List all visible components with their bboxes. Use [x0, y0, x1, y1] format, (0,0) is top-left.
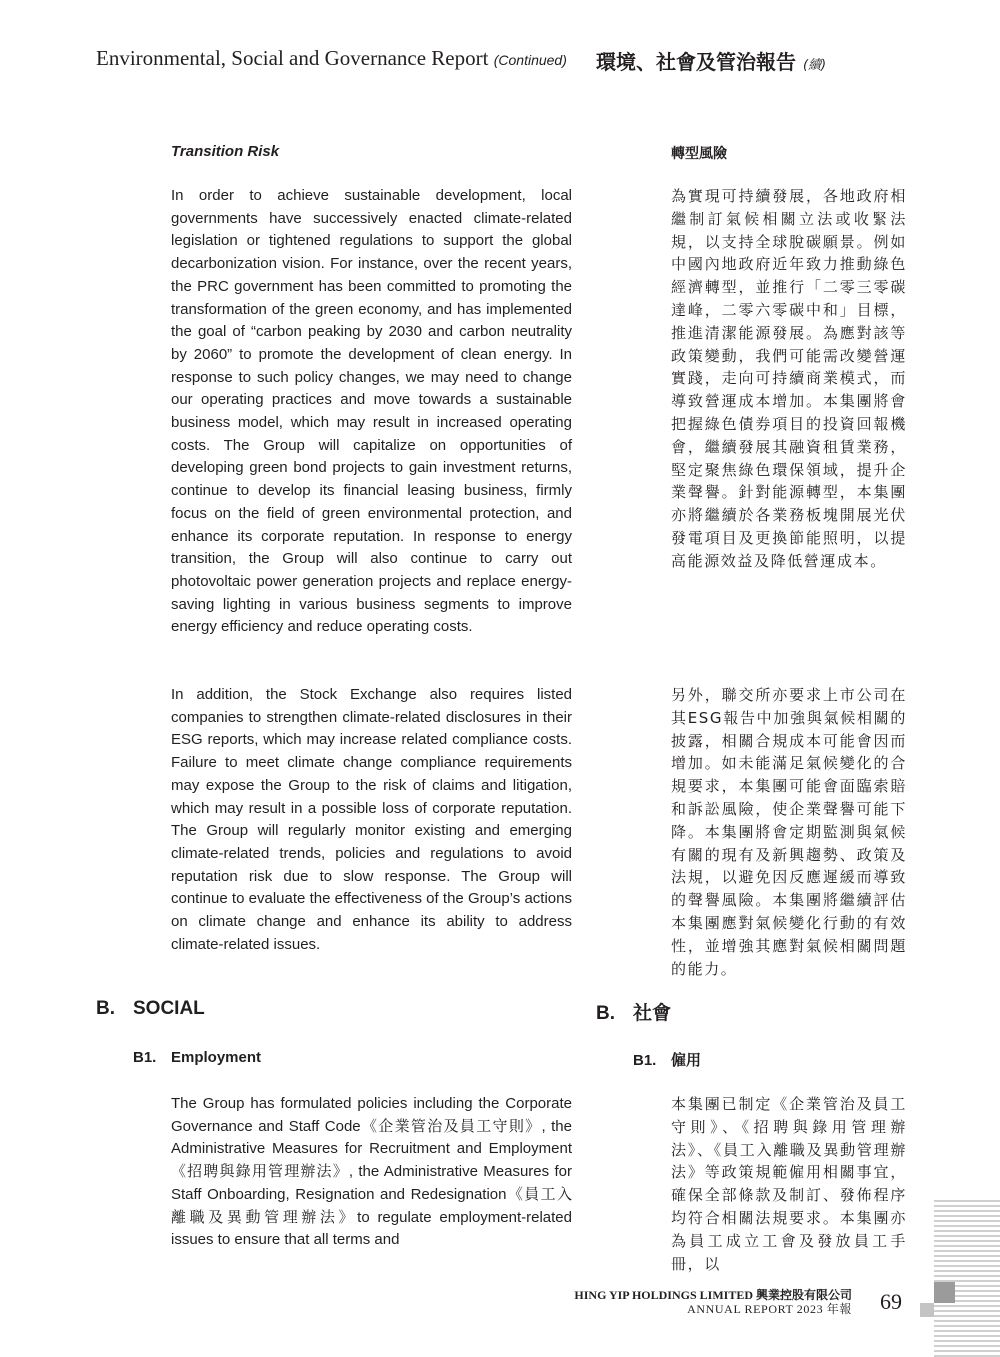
section-b-heading-en: [96, 998, 205, 1020]
transition-risk-para1-en: In order to achieve sustainable development, local governments have successively enacted climate-related legislation or tightened regulations to support the global decarbonization vision. For instance, over the recent years, the PRC government has been committed to promoting the transformation of the green economy, and has implemented the goal of “carbon peaking by 2030 and carbon neutrality by 2060” to promote the development of clean energy. In response to such policy changes, we may need to change our operating practices and move towards a sustainable business model, which may result in increased operating costs. The Group will capitalize on opportunities of developing green bond projects to gain investment returns, continue to develop its financial leasing business, firmly focus on the field of green environmental protection, and enhance its corporate reputation. In response to energy transition, the Group will also continue to carry out photovoltaic power generation projects and replace energy-saving lighting in various business segments to improve energy efficiency and reduce operating costs.: [171, 187, 572, 636]
section-b-letter-en: B.: [96, 998, 115, 1019]
header-continued-en: (Continued): [493, 52, 567, 68]
page-number: 69: [880, 1289, 902, 1314]
decorative-square-light: [920, 1303, 934, 1317]
section-b-title-en: SOCIAL: [133, 998, 205, 1019]
decorative-stripes: [934, 1200, 1000, 1357]
b1-number-en: B1.: [133, 1049, 157, 1066]
b1-heading-zh: [633, 1049, 701, 1070]
b1-title-en: Employment: [171, 1049, 262, 1066]
transition-risk-heading-en: Transition Risk: [171, 143, 280, 160]
section-b-heading-zh: [596, 998, 671, 1025]
employment-para-en: The Group has formulated policies including the Corporate Governance and Staff Code《企業管治及員工守則》, the Administrative Measures for Recruitment and Employment《招聘與錄用管理辦法》, the Administrative Measures for Staff Onboarding, Resignation and Redesignation《員工入離職及異動管理辦法》to regulate employment-related issues to ensure that all terms and: [171, 1095, 572, 1249]
footer-report: ANNUAL REPORT 2023 年報: [687, 1302, 852, 1316]
b1-number-zh: B1.: [633, 1052, 657, 1069]
employment-para-zh: 本集團已制定《企業管治及員工守則》、《招聘與錄用管理辦法》、《員工入離職及異動管理辦法》等政策規範僱用相關事宜，確保全部條款及制訂、發佈程序均符合相關法規要求。本集團亦為員工成立工會及發放員工手冊，以: [671, 1095, 907, 1273]
header-title-zh-text: 環境、社會及管治報告: [596, 50, 796, 74]
header-continued-zh: (續): [802, 58, 827, 73]
footer-company: HING YIP HOLDINGS LIMITED 興業控股有限公司: [574, 1288, 852, 1302]
transition-risk-para1-zh: 為實現可持續發展，各地政府相繼制訂氣候相關立法或收緊法規，以支持全球脫碳願景。例如中國內地政府近年致力推動綠色經濟轉型，並推行「二零三零碳達峰，二零六零碳中和」目標，推進清潔能源發展。為應對該等政策變動，我們可能需改變營運實踐，走向可持續商業模式，而導致營運成本增加。本集團將會把握綠色債券項目的投資回報機會，繼續發展其融資租賃業務，堅定聚焦綠色環保領域，提升企業聲譽。針對能源轉型，本集團亦將繼續於各業務板塊開展光伏發電項目及更換節能照明，以提高能源效益及降低營運成本。: [671, 187, 907, 570]
transition-risk-para2-zh: 另外，聯交所亦要求上市公司在其ESG報告中加強與氣候相關的披露，相關合規成本可能會因而增加。如未能滿足氣候變化的合規要求，本集團可能會面臨索賠和訴訟風險，使企業聲譽可能下降。本集團將會定期監測與氣候有關的現有及新興趨勢、政策及法規，以避免因反應遲緩而導致的聲譽風險。本集團將繼續評估本集團應對氣候變化行動的有效性，並增強其應對氣候相關問題的能力。: [671, 686, 907, 978]
b1-title-zh: 僱用: [671, 1051, 702, 1069]
section-b-title-zh: 社會: [633, 1002, 672, 1024]
header-title-zh: [596, 46, 826, 75]
header-title-en-text: Environmental, Social and Governance Report: [96, 46, 489, 70]
transition-risk-heading-zh: 轉型風險: [671, 146, 727, 162]
header-title-en: [96, 46, 567, 71]
b1-heading-en: [133, 1049, 261, 1066]
transition-risk-para2-en: In addition, the Stock Exchange also requires listed companies to strengthen climate-related disclosures in their ESG reports, which may increase related compliance costs. Failure to meet climate change compliance requirements may expose the Group to the risk of claims and litigation, which may result in a possible loss of corporate reputation. The Group will regularly monitor existing and emerging climate-related trends, policies and regulations to avoid reputation risk due to slow response. The Group will continue to evaluate the effectiveness of the Group’s actions on climate change and enhance its ability to address climate-related issues.: [171, 686, 572, 953]
decorative-square-dark: [934, 1282, 955, 1303]
section-b-letter-zh: B.: [596, 1003, 615, 1024]
